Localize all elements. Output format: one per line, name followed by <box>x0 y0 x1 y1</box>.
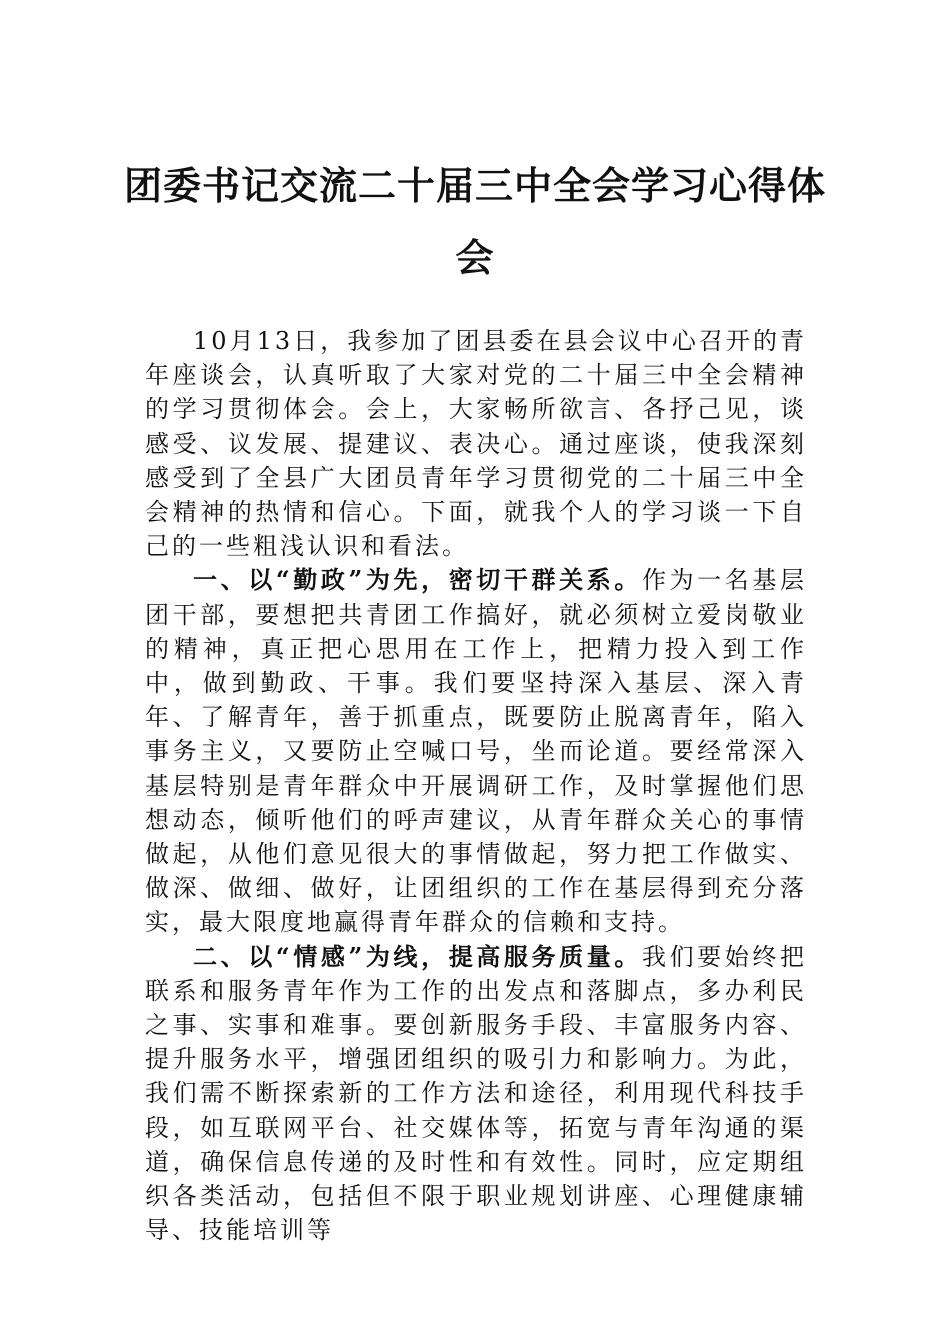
document-body <box>145 324 807 1247</box>
paragraph-section-2 <box>145 940 807 1248</box>
paragraph-intro <box>145 324 807 563</box>
page-title: 团委书记交流二十届三中全会学习心得体会 <box>123 163 826 280</box>
paragraph-text: 作为一名基层团干部，要想把共青团工作搞好，就必须树立爱岗敬业的精神，真正把心思用在工作上，把精力投入到工作中，做到勤政、干事。我们要坚持深入基层、深入青年、了解青年，善于抓重点，既要防止脱离青年，陷入事务主义，又要防止空喊口号，坐而论道。要经常深入基层特别是青年群众中开展调研工作，及时掌握他们思想动态，倾听他们的呼声建议，从青年群众关心的事情做起，从他们意见很大的事情做起，努力把工作做实、做深、做细、做好，让团组织的工作在基层得到充分落实，最大限度地赢得青年群众的信赖和支持。 <box>145 566 808 937</box>
paragraph-section-1 <box>145 563 807 939</box>
section-1-heading: 一、以“勤政”为先，密切干群关系。 <box>193 565 642 595</box>
section-2-heading: 二、以“情感”为线，提高服务质量。 <box>193 941 642 971</box>
paragraph-text: 我们要始终把联系和服务青年作为工作的出发点和落脚点，多办利民之事、实事和难事。要创新服务手段、丰富服务内容、提升服务水平，增强团组织的吸引力和影响力。为此，我们需不断探索新的工作方法和途径，利用现代科技手段，如互联网平台、社交媒体等，拓宽与青年沟通的渠道，确保信息传递的及时性和有效性。同时，应定期组织各类活动，包括但不限于职业规划讲座、心理健康辅导、技能培训等 <box>145 942 808 1245</box>
paragraph-text: 10月13日，我参加了团县委在县会议中心召开的青年座谈会，认真听取了大家对党的二十届三中全会精神的学习贯彻体会。会上，大家畅所欲言、各抒己见，谈感受、议发展、提建议、表决心。通过座谈，使我深刻感受到了全县广大团员青年学习贯彻党的二十届三中全会精神的热情和信心。下面，就我个人的学习谈一下自己的一些粗浅认识和看法。 <box>145 327 807 561</box>
